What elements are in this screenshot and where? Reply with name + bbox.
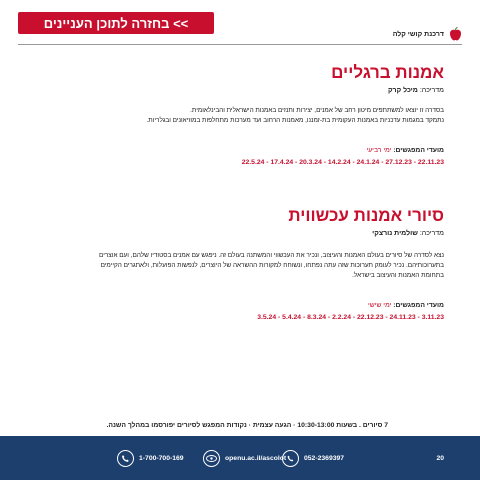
instructor-name: שולמית נורצקי bbox=[372, 230, 418, 237]
phone-number: 052-2369397 bbox=[304, 454, 345, 462]
phone-icon bbox=[117, 450, 134, 467]
footer-phone-1[interactable] bbox=[282, 436, 344, 480]
section-description bbox=[30, 251, 444, 281]
instructor-line bbox=[30, 229, 444, 239]
phone-number: 1-700-700-169 bbox=[139, 454, 184, 462]
section-title: סיורי אמנות עכשווית bbox=[288, 206, 444, 225]
meetings-label bbox=[30, 301, 444, 311]
tours-summary: 7 סיורים . בשעות 10:30-13:00 · הגעה עצמית · נקודות המפגש לסיורים יפורסמו במהלך השנה. bbox=[106, 422, 388, 429]
description-line: נתמקד במגמות עדכניות באמנות העקומית בת-זמננו, מאמנות הרחוב ועד מערכות מתחלפות במוזיאונים ובגלריות. bbox=[146, 117, 444, 124]
footer-website[interactable] bbox=[203, 436, 286, 480]
page-number: 20 bbox=[436, 454, 444, 462]
apple-icon bbox=[449, 27, 462, 41]
footer-bar bbox=[0, 436, 480, 480]
meetings-day: ימי רביעי bbox=[366, 147, 392, 154]
section-contemporary-art-tours bbox=[30, 205, 444, 323]
meetings-label bbox=[30, 146, 444, 156]
back-to-contents-button[interactable]: בחזרה לתוכן העניינים << bbox=[18, 12, 214, 34]
meetings-title: מועדי המפגשים: bbox=[393, 147, 444, 154]
instructor-line bbox=[30, 86, 444, 96]
section-art-on-foot bbox=[30, 62, 444, 168]
section-description bbox=[30, 106, 444, 126]
description-line: בתערוכותיהם. נכיר לעומק תערוכות שזה עתה נפתחו, ונשוחח למקורות ההשראה של היוצרים, לנפשות הפועלות, ולאתגרים הקיימים bbox=[100, 262, 444, 269]
instructor-label: מדריכה: bbox=[419, 87, 444, 94]
website-url: openu.ac.il/ascolot bbox=[225, 454, 287, 462]
meeting-dates: 22.11.23 - 27.12.23 - 24.1.24 - 14.2.24 - 20.3.24 - 17.4.24 - 22.5.24 bbox=[241, 159, 444, 166]
instructor-label: מדריכה: bbox=[419, 230, 444, 237]
instructor-name: מיכל קרק bbox=[387, 87, 418, 94]
description-line: בסדרה זו יוצאו למשתתפים מיטון רחב של אמנים, יצירות ותנזים באמנות הישראלית והבינלאומית. bbox=[190, 107, 444, 114]
footer-phone-2[interactable] bbox=[117, 436, 184, 480]
description-line: בתחומת האמנות והעיצוב בישראל. bbox=[352, 272, 444, 279]
open-university-logo-icon bbox=[203, 450, 220, 467]
meetings-day: ימי שישי bbox=[367, 302, 392, 309]
description-line: נצא לסדרה של סיורים בעולם האמנות והעיצוב, ונכיר את העכשווי והמשתנה בעולם זה. ניפגש עם אמנים בסטודיו שלהם, ועם אוצרים bbox=[99, 252, 444, 259]
meeting-dates: 3.11.23 - 24.11.23 - 22.12.23 - 2.2.24 - 8.3.24 - 5.4.24 - 3.5.24 bbox=[257, 314, 444, 321]
header-divider bbox=[18, 44, 462, 45]
section-title: אמנות ברגליים bbox=[331, 63, 444, 82]
series-label: דרכנת קושי קלה bbox=[392, 31, 444, 38]
meetings-title: מועדי המפגשים: bbox=[393, 302, 444, 309]
